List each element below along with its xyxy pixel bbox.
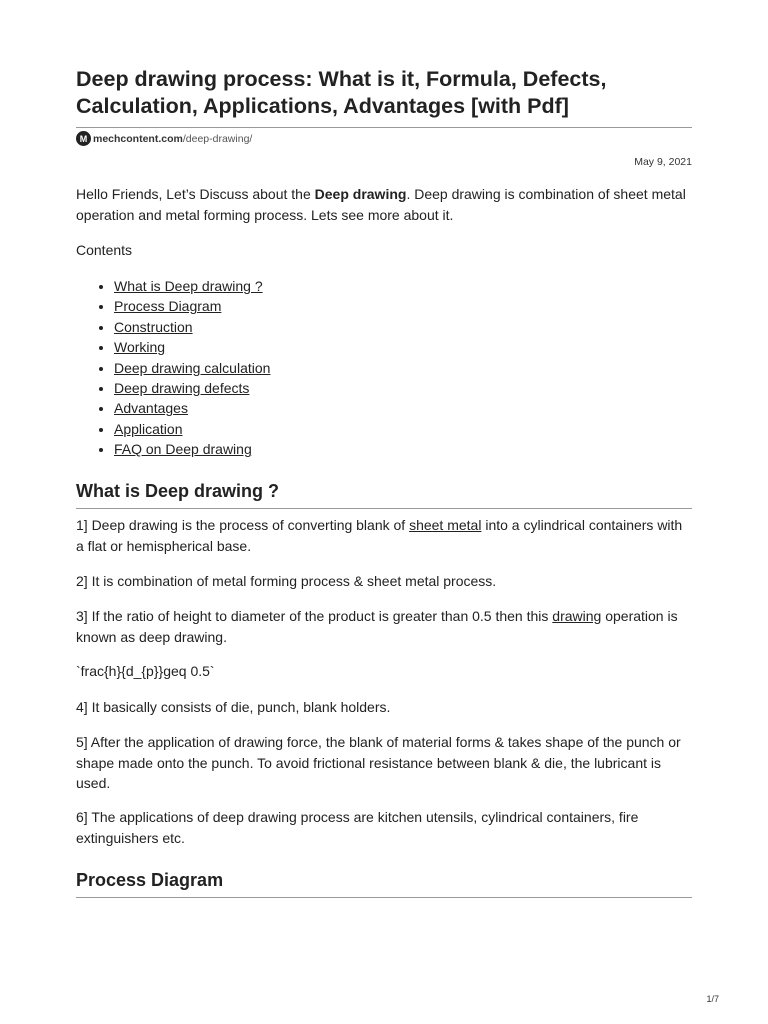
- toc-link-application[interactable]: Application: [114, 420, 183, 437]
- toc-item: [114, 398, 270, 418]
- source-path: /deep-drawing/: [182, 132, 253, 145]
- table-of-contents: [76, 276, 270, 460]
- intro-paragraph: [76, 184, 692, 225]
- page-title: Deep drawing process: What is it, Formula, Defects, Calculation, Applications, Advantages [with Pdf]: [76, 67, 607, 118]
- toc-link-defects[interactable]: Deep drawing defects: [114, 380, 250, 397]
- toc-link-working[interactable]: Working: [114, 339, 166, 356]
- publish-date: May 9, 2021: [634, 156, 692, 168]
- toc-item: [114, 317, 270, 337]
- toc-link-what-is[interactable]: What is Deep drawing ?: [114, 278, 263, 294]
- intro-text-end: . Deep drawing is combination of sheet metal operation and metal forming process. Lets see more about it.: [76, 186, 686, 223]
- paragraph-6: 6] The applications of deep drawing process are kitchen utensils, cylindrical containers, fire extinguishers etc.: [76, 809, 639, 846]
- paragraph-4: 4] It basically consists of die, punch, blank holders.: [76, 699, 391, 715]
- toc-item: [114, 358, 270, 378]
- source-link[interactable]: [76, 131, 252, 146]
- toc-link-calculation[interactable]: Deep drawing calculation: [114, 359, 271, 376]
- intro-bold-term: Deep drawing: [314, 186, 407, 202]
- source-domain: mechcontent.com: [93, 132, 183, 145]
- toc-item: [114, 296, 270, 316]
- paragraph-3: [76, 606, 692, 647]
- paragraph-1-text-end: into a cylindrical containers with a flat or hemispherical base.: [76, 517, 683, 554]
- intro-text-start: Hello Friends, Let’s Discuss about the: [76, 186, 315, 202]
- formula-text: `frac{h}{d_{p}}geq 0.5`: [76, 663, 215, 679]
- section-heading-process-diagram: Process Diagram: [76, 870, 224, 890]
- sheet-metal-link[interactable]: sheet metal: [409, 517, 482, 533]
- contents-label: Contents: [76, 242, 133, 258]
- page-number: 1/7: [706, 994, 719, 1004]
- toc-link-construction[interactable]: Construction: [114, 318, 193, 335]
- paragraph-5: 5] After the application of drawing force, the blank of material forms & takes shape of the punch or shape made onto the punch. To avoid frictional resistance between blank & die, the lubricant is used.: [76, 734, 681, 791]
- toc-link-advantages[interactable]: Advantages: [114, 400, 188, 417]
- toc-link-process-diagram[interactable]: Process Diagram: [114, 298, 222, 315]
- toc-item: [114, 276, 270, 296]
- toc-link-faq[interactable]: FAQ on Deep drawing: [114, 441, 252, 458]
- toc-item: [114, 378, 270, 398]
- toc-item: [114, 419, 270, 439]
- paragraph-3-text-end: operation is known as deep drawing.: [76, 608, 678, 645]
- toc-item: [114, 439, 270, 459]
- paragraph-1-text-start: 1] Deep drawing is the process of converting blank of: [76, 517, 410, 533]
- site-logo-icon: M: [76, 131, 91, 146]
- section-divider: [76, 897, 692, 898]
- title-divider: [76, 127, 692, 128]
- paragraph-3-text-start: 3] If the ratio of height to diameter of the product is greater than 0.5 then this: [76, 608, 553, 624]
- section-heading-what-is: What is Deep drawing ?: [76, 481, 280, 501]
- paragraph-1: [76, 515, 692, 556]
- section-divider: [76, 508, 692, 509]
- paragraph-2: 2] It is combination of metal forming process & sheet metal process.: [76, 573, 497, 589]
- drawing-link[interactable]: drawing: [552, 608, 602, 624]
- toc-item: [114, 337, 270, 357]
